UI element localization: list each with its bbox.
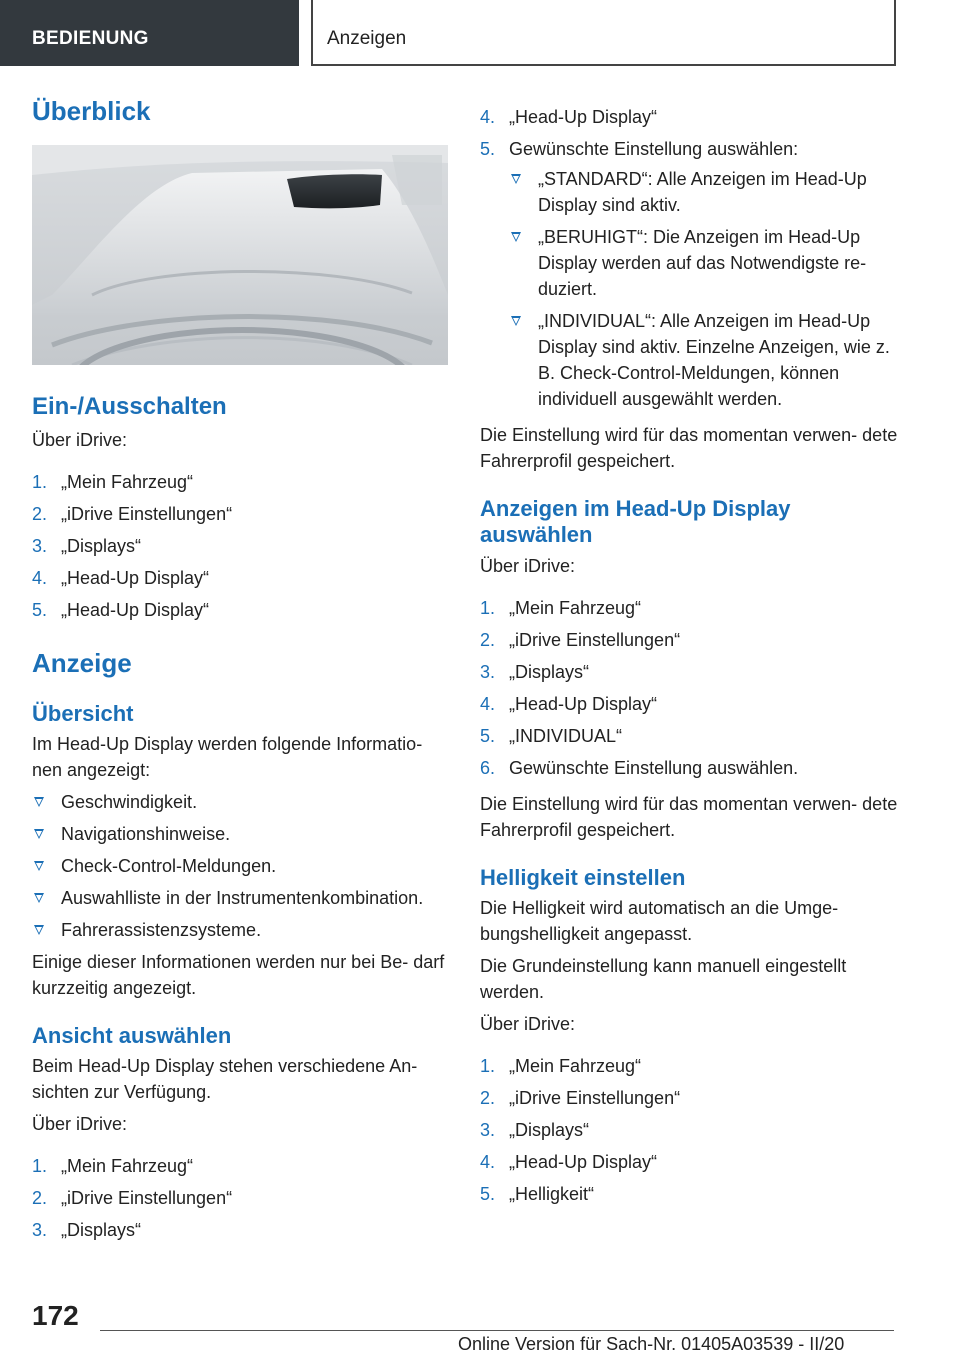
list-item: Navigationshinweise. xyxy=(32,821,450,847)
list-item: 4. „Head-Up Display“ xyxy=(480,107,658,127)
section-tab xyxy=(0,0,299,66)
view-steps-continued xyxy=(480,104,898,412)
list-item: 1. „Mein Fahrzeug“ xyxy=(32,1156,194,1177)
list-item: 1. „Mein Fahrzeug“ xyxy=(32,471,194,492)
list-item: 4. „Head-Up Display“ xyxy=(32,567,210,588)
list-item: 2. „iDrive Einstellungen“ xyxy=(480,1088,681,1109)
hud-illustration xyxy=(32,145,448,365)
list-item: 2. „iDrive Einstellungen“ xyxy=(480,629,681,650)
bullet-triangle-icon xyxy=(511,174,521,184)
list-item: Auswahlliste in der Instrumentenkombination. xyxy=(32,885,450,911)
list-item: „INDIVIDUAL“: Alle Anzeigen im Head-Up Display sind aktiv. Einzelne Anzeigen, wie z. B. Check-Control-Meldungen, können individuell ausgewählt werden. xyxy=(509,308,898,412)
select-steps xyxy=(480,595,898,781)
list-item: 1. „Mein Fahrzeug“ xyxy=(480,1056,642,1077)
head-up-display-photo xyxy=(32,145,448,365)
select-heading: Anzeigen im Head-Up Display auswählen xyxy=(480,496,791,548)
brightness-via: Über iDrive: xyxy=(480,1014,576,1035)
list-item: 5. „Head-Up Display“ xyxy=(32,599,210,620)
list-item: Fahrerassistenzsysteme. xyxy=(32,917,450,943)
page-number: 172 xyxy=(32,1300,79,1331)
list-item: 6. Gewünschte Einstellung auswählen. xyxy=(480,757,799,778)
right-column xyxy=(480,104,898,1217)
bullet-triangle-icon xyxy=(34,893,44,903)
chapter-tab xyxy=(311,0,896,66)
display-note: Einige dieser Informationen werden nur bei Be- darf kurzzeitig angezeigt. xyxy=(32,952,445,999)
section-label: BEDIENUNG xyxy=(32,28,149,49)
left-column xyxy=(32,96,450,1253)
list-item: 3. „Displays“ xyxy=(480,1120,590,1141)
select-note: Die Einstellung wird für das momentan verwen- dete Fahrerprofil gespeichert. xyxy=(480,793,898,840)
bullet-triangle-icon xyxy=(34,861,44,871)
list-item: 2. „iDrive Einstellungen“ xyxy=(32,1188,233,1209)
display-items xyxy=(32,789,450,943)
list-item: 5. „INDIVIDUAL“ xyxy=(480,725,623,746)
brightness-heading: Helligkeit einstellen xyxy=(480,864,686,890)
view-options xyxy=(509,166,898,412)
list-item: 4. „Head-Up Display“ xyxy=(480,693,658,714)
overview-title: Überblick xyxy=(32,96,151,126)
chapter-label: Anzeigen xyxy=(327,28,407,49)
list-item: 3. „Displays“ xyxy=(32,1220,142,1241)
view-via: Über iDrive: xyxy=(32,1114,128,1135)
list-item: 1. „Mein Fahrzeug“ xyxy=(480,597,642,618)
brightness-text2: Die Grundeinstellung kann manuell eingestellt werden. xyxy=(480,956,847,1003)
select-via: Über iDrive: xyxy=(480,555,576,576)
list-item: 4. „Head-Up Display“ xyxy=(480,1152,658,1173)
list-item: 5. „Helligkeit“ xyxy=(480,1184,595,1205)
list-item: 2. „iDrive Einstellungen“ xyxy=(32,503,233,524)
list-item: 3. „Displays“ xyxy=(480,661,590,682)
view-text: Beim Head-Up Display stehen verschiedene An- sichten zur Verfügung. xyxy=(32,1056,418,1103)
bullet-triangle-icon xyxy=(34,925,44,935)
display-heading: Anzeige xyxy=(32,647,132,678)
list-item: 5. Gewünschte Einstellung auswählen: „STANDARD“: Alle Anzeigen im Head-Up Display sind aktiv. „BERUHIGT“: Die Anzeigen im Head-Up Display werden auf das Notwendigste re- duziert. „INDIVIDUAL“: Alle Anzeigen im Head-Up Display sind aktiv. Einzelne Anzeigen, wie z. B. Check-Control-Meldungen, können individuell ausgewählt werden. xyxy=(480,136,898,412)
list-item: Check-Control-Meldungen. xyxy=(32,853,450,879)
onoff-heading: Ein-/Ausschalten xyxy=(32,393,227,421)
view-heading: Ansicht auswählen xyxy=(32,1023,232,1049)
view-note: Die Einstellung wird für das momentan verwen- dete Fahrerprofil gespeichert. xyxy=(480,425,898,471)
bullet-triangle-icon xyxy=(511,316,521,326)
brightness-text1: Die Helligkeit wird automatisch an die Umge- bungshelligkeit angepasst. xyxy=(480,898,839,945)
overview-subheading: Übersicht xyxy=(32,700,134,726)
onoff-via: Über iDrive: xyxy=(32,429,128,450)
footer-divider xyxy=(100,1330,894,1331)
brightness-steps xyxy=(480,1053,898,1207)
bullet-triangle-icon xyxy=(34,797,44,807)
list-item: 3. „Displays“ xyxy=(32,535,142,556)
view-steps xyxy=(32,1153,450,1243)
bullet-triangle-icon xyxy=(511,232,521,242)
onoff-steps xyxy=(32,469,450,623)
online-version-note: Online Version für Sach-Nr. 01405A03539 - II/20 xyxy=(458,1334,845,1354)
list-item: „BERUHIGT“: Die Anzeigen im Head-Up Display werden auf das Notwendigste re- duziert. xyxy=(509,224,898,302)
list-item: „STANDARD“: Alle Anzeigen im Head-Up Display sind aktiv. xyxy=(509,166,898,218)
overview-text: Im Head-Up Display werden folgende Informatio- nen angezeigt: xyxy=(32,734,423,781)
list-item: Geschwindigkeit. xyxy=(32,789,450,815)
bullet-triangle-icon xyxy=(34,829,44,839)
